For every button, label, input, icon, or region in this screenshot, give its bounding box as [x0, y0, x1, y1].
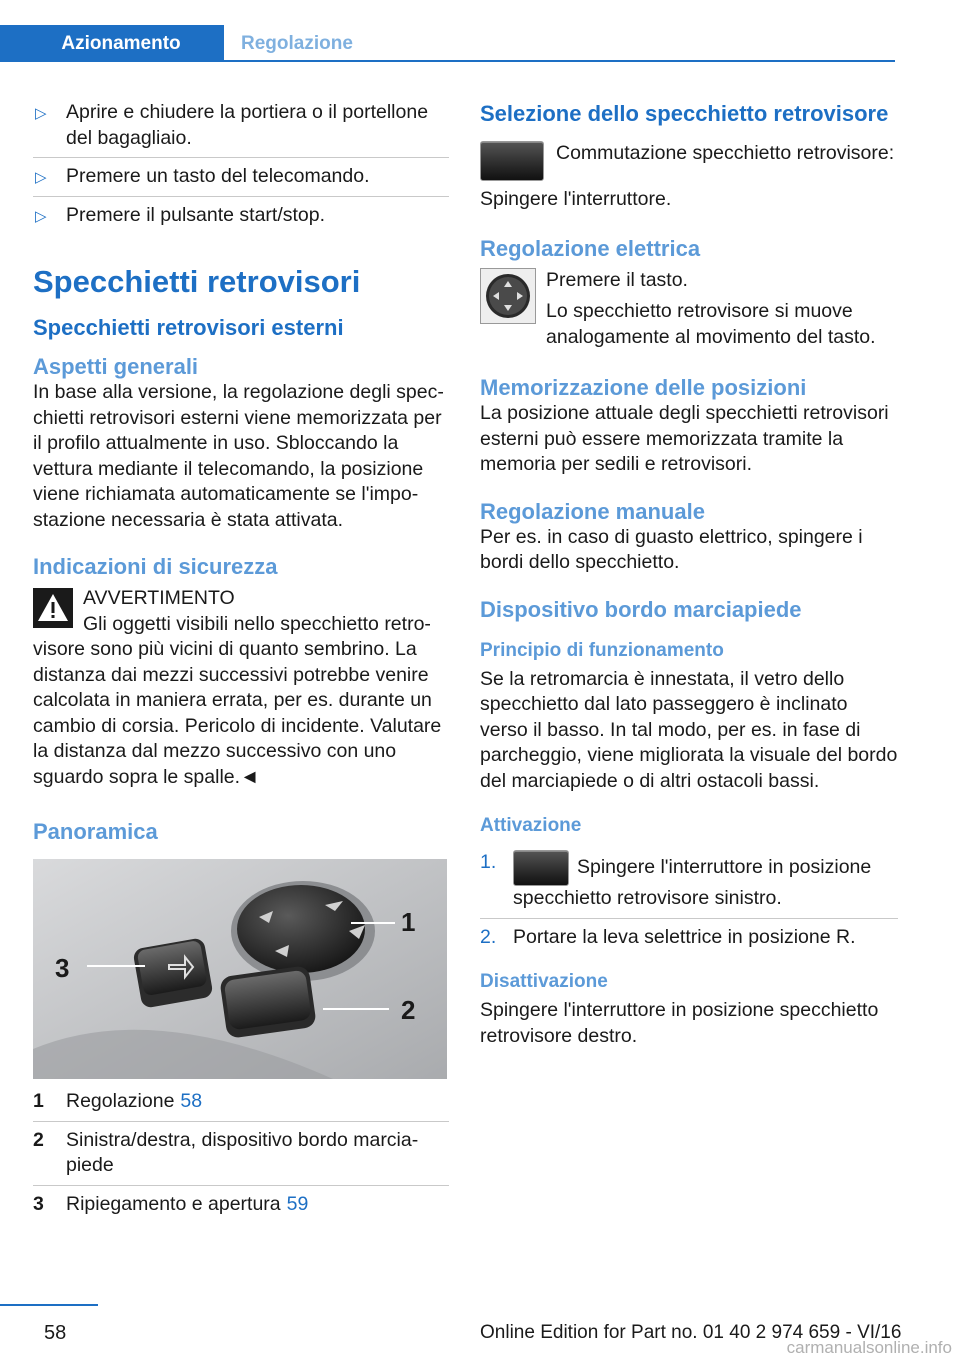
memory-heading: Memorizzazione delle posizioni — [480, 375, 807, 400]
step-item: 2. Portare la leva selettrice in posizione R. — [480, 925, 856, 948]
subsection-title: Specchietti retrovisori esterni — [33, 315, 344, 340]
select-icon-text: Commutazione specchietto retrovisore: — [556, 142, 895, 164]
tab-azionamento[interactable]: Azionamento — [0, 25, 224, 62]
footer-rule — [0, 1304, 98, 1306]
electric-icon-row — [480, 268, 898, 351]
principle-text: Se la retromarcia è innestata, il vetro dello specchietto dal lato passeggero è inclinato verso il basso. In tal modo, per es. in fase di parcheggio, viene migliorata la visuale del bordo del marciapiede o di altri ostacoli bassi. — [480, 667, 898, 792]
section-title: Specchietti retrovisori — [33, 264, 361, 299]
watermark: carmanualsonline.info — [786, 1338, 952, 1357]
warning-text: Gli oggetti visibili nello specchietto retrovisore sono più vicini di quanto sembrino. La distanza dai mezzi successivi potrebbe venire calcolata in maniera errata, per es. durante un cambio di corsia. Pericolo di incidente. Valutare la distanza dal mezzo successivo con uno sguardo sopra le spalle.◄ — [33, 612, 442, 788]
general-heading: Aspetti generali — [33, 354, 199, 379]
warning-block — [33, 586, 449, 790]
page-reference-link[interactable]: 59 — [286, 1192, 309, 1215]
triangle-bullet-icon: ▷ — [35, 207, 47, 225]
triangle-bullet-icon: ▷ — [35, 169, 47, 186]
safety-heading: Indicazioni di sicurezza — [33, 554, 278, 579]
electric-line-1: Premere il tasto. — [546, 268, 688, 291]
list-item: ▷ Premere il pulsante start/stop. — [33, 203, 449, 229]
memory-text: La posizione attuale degli specchietti retrovisori esterni può essere memorizzata tramite la memoria per sedili e retrovisori. — [480, 402, 889, 475]
start-conditions-list — [33, 100, 449, 228]
header-tabs — [0, 25, 895, 62]
overview-heading: Panoramica — [33, 819, 158, 844]
deactivation-text: Spingere l'interruttore in posizione specchietto retrovisore destro. — [480, 999, 879, 1047]
select-text: Spingere l'interruttore. — [480, 188, 672, 210]
electric-line-2: Lo specchietto retrovisore si muove analogamente al movimento del tasto. — [546, 300, 876, 348]
warning-title: AVVERTIMENTO — [83, 587, 235, 609]
electric-heading: Regolazione elettrica — [480, 235, 701, 261]
four-way-button-icon — [480, 268, 536, 324]
curb-heading: Dispositivo bordo marciapiede — [480, 596, 802, 622]
edition-info: Online Edition for Part no. 01 40 2 974 659 - VI/16 — [480, 1322, 902, 1343]
legend-item: 1 Regolazione 58 — [33, 1090, 203, 1112]
activation-steps — [480, 850, 898, 950]
left-column — [33, 100, 449, 1217]
figure-legend — [33, 1089, 449, 1217]
manual-text: Per es. in caso di guasto elettrico, spingere i bordi dello specchietto. — [480, 525, 863, 573]
list-item: ▷ Aprire e chiudere la portiera o il portellone del bagagliaio. — [35, 101, 429, 149]
list-item: ▷ Premere un tasto del telecomando. — [33, 164, 449, 190]
activation-heading: Attivazione — [480, 815, 582, 836]
legend-item: 2 Sinistra/destra, dispositivo bordo marciapiede — [33, 1128, 419, 1176]
right-column — [480, 100, 898, 1049]
callout-1: 1 — [401, 907, 416, 937]
legend-item: 3 Ripiegamento e apertura 59 — [33, 1192, 309, 1215]
tab-regolazione[interactable]: Regolazione — [241, 32, 353, 54]
deactivation-heading: Disattivazione — [480, 971, 608, 992]
mirror-selector-switch-icon — [480, 141, 544, 181]
select-icon-row — [480, 141, 898, 181]
mirror-selector-switch-icon — [513, 850, 569, 886]
mirror-controls-figure — [33, 859, 447, 1079]
page-reference-link[interactable]: 58 — [180, 1090, 203, 1112]
general-text: In base alla versione, la regolazione degli specchietti retrovisori esterni viene memorizzata per il profilo attualmente in uso. Sbloccando la vettura mediante il telecomando, la posizione viene richiamata automaticamente se l'impostazione necessaria è stata attivata. — [33, 381, 444, 531]
principle-heading: Principio di funzionamento — [480, 639, 724, 661]
manual-heading: Regolazione manuale — [480, 498, 705, 524]
select-heading: Selezione dello specchietto retrovisore — [480, 101, 889, 126]
step-item: 1. Spingere l'interruttore in posizione specchietto retrovisore sinistro. — [480, 851, 872, 909]
triangle-bullet-icon: ▷ — [35, 105, 47, 122]
page-number: 58 — [44, 1322, 67, 1344]
mirror-switch-illustration — [33, 859, 447, 1079]
callout-2: 2 — [401, 995, 416, 1025]
warning-triangle-icon — [33, 588, 73, 628]
callout-3: 3 — [55, 953, 70, 983]
